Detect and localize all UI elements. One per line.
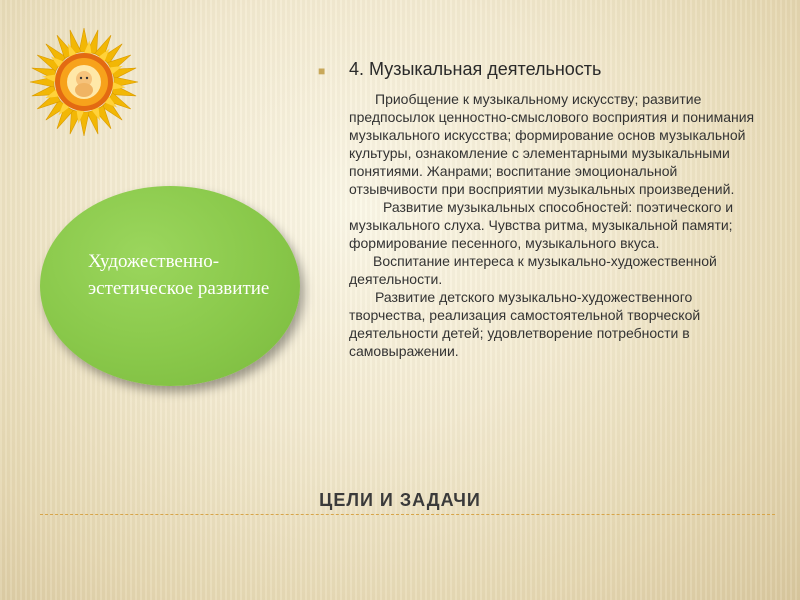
paragraph-4: Развитие детского музыкально-художественного творчества, реализация самостоятельной творческой деятельности детей; удовлетворение потребности в самовыражении.	[349, 289, 701, 359]
body-text	[349, 90, 769, 360]
sun-logo-icon	[28, 26, 140, 138]
section-heading: 4. Музыкальная деятельность	[349, 59, 602, 79]
paragraph-3: Воспитание интереса к музыкально-художественной деятельности.	[349, 253, 717, 287]
bullet-marker-icon: ■	[318, 64, 326, 78]
paragraph-2: Развитие музыкальных способностей: поэтического и музыкального слуха. Чувства ритма, музыкальной памяти; формирование песенного, музыкального вкуса.	[349, 199, 734, 251]
slide-title: ЦЕЛИ И ЗАДАЧИ	[319, 490, 481, 510]
ellipse-label: Художественно-эстетическое развитие	[88, 251, 270, 299]
footer-divider	[40, 514, 775, 515]
paragraph-1: Приобщение к музыкальному искусству; развитие предпосылок ценностно-смыслового восприятия и понимания музыкального искусства; формирование основ музыкальной культуры, ознакомление с элементарными музыкальными понятиями. Жанрами; воспитание эмоциональной отзывчивости при восприятии музыкальных произведений.	[349, 91, 755, 197]
